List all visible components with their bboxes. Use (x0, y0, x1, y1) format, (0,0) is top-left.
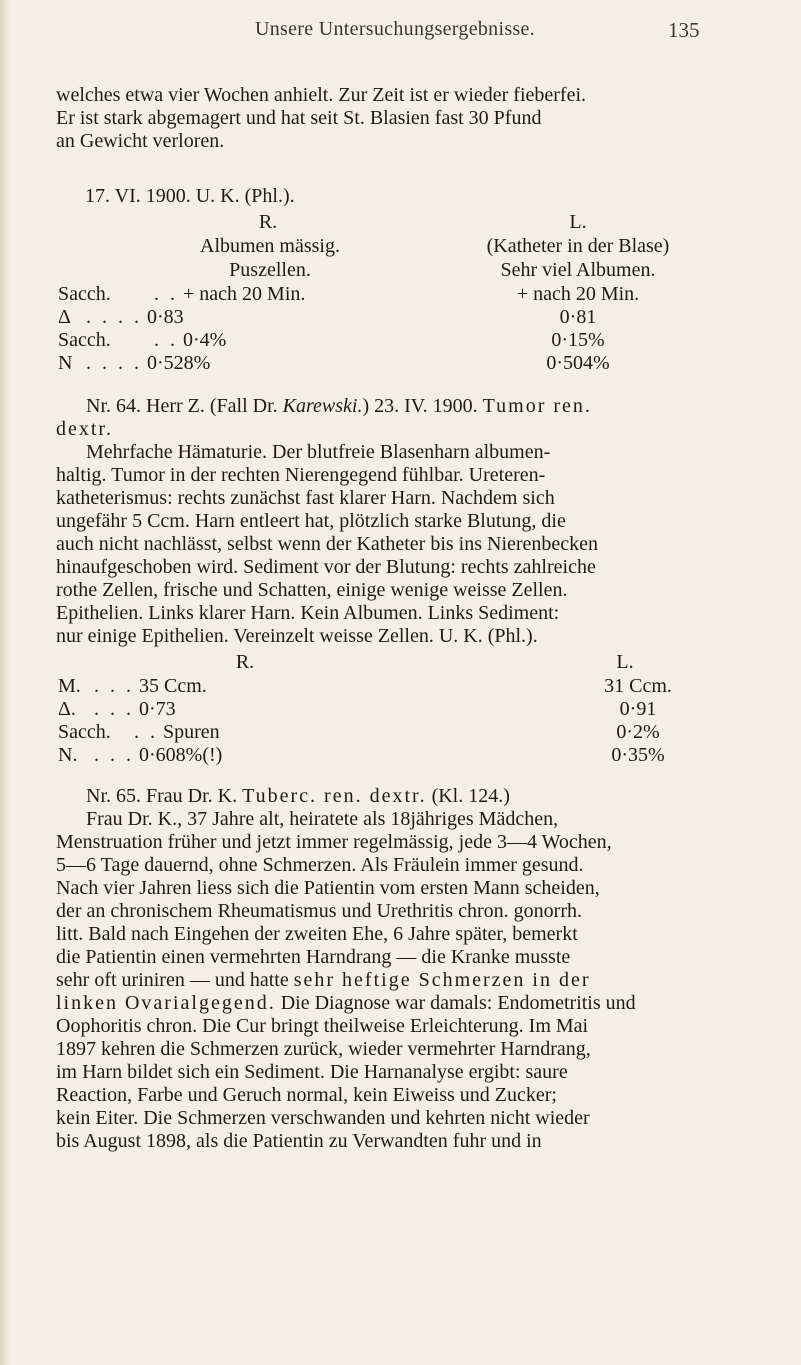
case65-klinik: (Kl. 124.) (431, 785, 510, 807)
row-value: + nach 20 Min. (183, 283, 306, 305)
row-value: 0·4% (183, 329, 227, 351)
row-l: 0·2% (616, 721, 660, 743)
table-row (58, 698, 738, 721)
row-l: 0·91 (619, 698, 657, 720)
row-value: 0·83 (147, 306, 184, 328)
row-key: Sacch. (58, 283, 111, 305)
exam1-right-note: Puszellen. (229, 259, 311, 281)
text-line: Nach vier Jahren liess sich die Patientin vom ersten Mann scheiden, (56, 877, 600, 899)
text-line: Oophoritis chron. Die Cur bringt theilweise Erleichterung. Im Mai (56, 1015, 589, 1037)
row-dots: . . (134, 721, 158, 743)
table-row (58, 352, 305, 375)
page-edge-shadow (0, 0, 10, 1365)
row-l: 0·35% (611, 744, 665, 766)
exam1-left-label: L. (569, 211, 587, 233)
page-number: 135 (668, 18, 700, 42)
text-line: welches etwa vier Wochen anhielt. Zur Zeit ist er wieder fieberfei. (56, 84, 587, 106)
exam1-header: 17. VI. 1900. U. K. (Phl.). (85, 185, 295, 207)
text-line: ungefähr 5 Ccm. Harn entleert hat, plötzlich starke Blutung, die (56, 510, 566, 532)
row-dots: . . . (94, 675, 134, 697)
running-header (0, 18, 801, 48)
table-row (58, 329, 305, 352)
case64-col-r: R. (235, 651, 255, 673)
case64-section (56, 395, 732, 648)
row-dots: . . . (94, 698, 134, 720)
value-line: 0·504% (546, 352, 610, 374)
text-line: die Patientin einen vermehrten Harndrang — die Kranke musste (56, 946, 571, 968)
text-line: im Harn bildet sich ein Sediment. Die Harnanalyse ergibt: saure (56, 1061, 568, 1083)
case64-heading (56, 395, 732, 418)
row-dots: . . . . (86, 352, 142, 374)
exam1-right-note: Albumen mässig. (200, 235, 340, 257)
text-line-mixed (56, 992, 732, 1015)
row-dots: . . . . (86, 306, 142, 328)
text-line: Reaction, Farbe und Geruch normal, kein Eiweiss und Zucker; (56, 1084, 557, 1106)
table-row (58, 721, 738, 744)
case64-doctor: Karewski. (282, 395, 363, 417)
text-run-spaced: linken Ovarialgegend. (56, 992, 276, 1014)
case64-diagnosis-cont: dextr. (56, 418, 113, 440)
text-line: Mehrfache Hämaturie. Der blutfreie Blasenharn albumen- (86, 441, 551, 463)
row-r: 0·608%(!) (139, 744, 223, 766)
row-l: 31 Ccm. (604, 675, 672, 697)
exam1-right-table (58, 283, 305, 375)
text-line: an Gewicht verloren. (56, 130, 225, 152)
exam1-right-label: R. (258, 211, 278, 233)
row-key: Sacch. (58, 329, 111, 351)
value-line: + nach 20 Min. (516, 283, 640, 305)
row-value: 0·528% (147, 352, 211, 374)
text-line: Epithelien. Links klarer Harn. Kein Albumen. Links Sediment: (56, 602, 560, 624)
text-line: rothe Zellen, frische und Schatten, einige wenige weisse Zellen. (56, 579, 568, 601)
row-r: 35 Ccm. (139, 675, 207, 697)
case64-diagnosis: Tumor ren. (482, 395, 592, 417)
table-row (58, 283, 305, 306)
exam1-left-note: (Katheter in der Blase) (486, 235, 670, 257)
exam1-left-values (438, 283, 718, 375)
table-row (58, 306, 305, 329)
table-row (58, 675, 738, 698)
text-line-mixed (56, 969, 732, 992)
text-run-spaced: sehr heftige Schmerzen in der (293, 969, 591, 991)
text-line: auch nicht nachlässt, selbst wenn der Katheter bis ins Nierenbecken (56, 533, 599, 555)
text-run: sehr oft uriniren — und hatte (56, 969, 289, 991)
text-line: Frau Dr. K., 37 Jahre alt, heiratete als 18jähriges Mädchen, (86, 808, 559, 830)
text-line: der an chronischem Rheumatismus und Urethritis chron. gonorrh. (56, 900, 582, 922)
case64-date: ) 23. IV. 1900. (362, 395, 478, 417)
text-line: nur einige Epithelien. Vereinzelt weisse Zellen. U. K. (Phl.). (56, 625, 538, 647)
text-line: 1897 kehren die Schmerzen zurück, wieder vermehrter Harndrang, (56, 1038, 591, 1060)
case65-section (56, 785, 732, 1153)
row-r: Spuren (163, 721, 220, 743)
row-key: N (58, 352, 73, 374)
text-line: litt. Bald nach Eingehen der zweiten Ehe, 6 Jahre später, bemerkt (56, 923, 578, 945)
case64-nr: Nr. 64. Herr Z. (Fall Dr. (86, 395, 278, 417)
value-line: 0·15% (551, 329, 605, 351)
case65-diagnosis: Tuberc. ren. dextr. (242, 785, 427, 807)
value-line: 0·81 (559, 306, 597, 328)
text-line: bis August 1898, als die Patientin zu Verwandten fuhr und in (56, 1130, 542, 1152)
row-key: Δ. (58, 698, 76, 720)
row-r: 0·73 (139, 698, 176, 720)
exam1-left-note: Sehr viel Albumen. (500, 259, 656, 281)
text-line: 5—6 Tage dauernd, ohne Schmerzen. Als Fräulein immer gesund. (56, 854, 584, 876)
row-dots: . . . (94, 744, 134, 766)
case64-table (58, 675, 738, 767)
running-title: Unsere Untersuchungsergebnisse. (255, 18, 535, 40)
row-key: M. (58, 675, 81, 697)
text-line: Menstruation früher und jetzt immer regelmässig, jede 3—4 Wochen, (56, 831, 612, 853)
case65-nr: Nr. 65. Frau Dr. K. (86, 785, 238, 807)
table-row (58, 744, 738, 767)
text-line: hinaufgeschoben wird. Sediment vor der Blutung: rechts zahlreiche (56, 556, 596, 578)
row-key: Δ (58, 306, 71, 328)
intro-paragraph (56, 84, 732, 153)
case64-col-l: L. (616, 651, 634, 673)
row-key: N. (58, 744, 78, 766)
row-key: Sacch. (58, 721, 111, 743)
text-line: kein Eiter. Die Schmerzen verschwanden und kehrten nicht wieder (56, 1107, 590, 1129)
text-line: katheterismus: rechts zunächst fast klarer Harn. Nachdem sich (56, 487, 555, 509)
row-dots: . . (154, 283, 178, 305)
case65-heading (56, 785, 732, 808)
text-line: Er ist stark abgemagert und hat seit St. Blasien fast 30 Pfund (56, 107, 542, 129)
row-dots: . . (154, 329, 178, 351)
text-line: haltig. Tumor in der rechten Nierengegend fühlbar. Ureteren- (56, 464, 546, 486)
text-run: Die Diagnose war damals: Endometritis und (280, 992, 636, 1014)
